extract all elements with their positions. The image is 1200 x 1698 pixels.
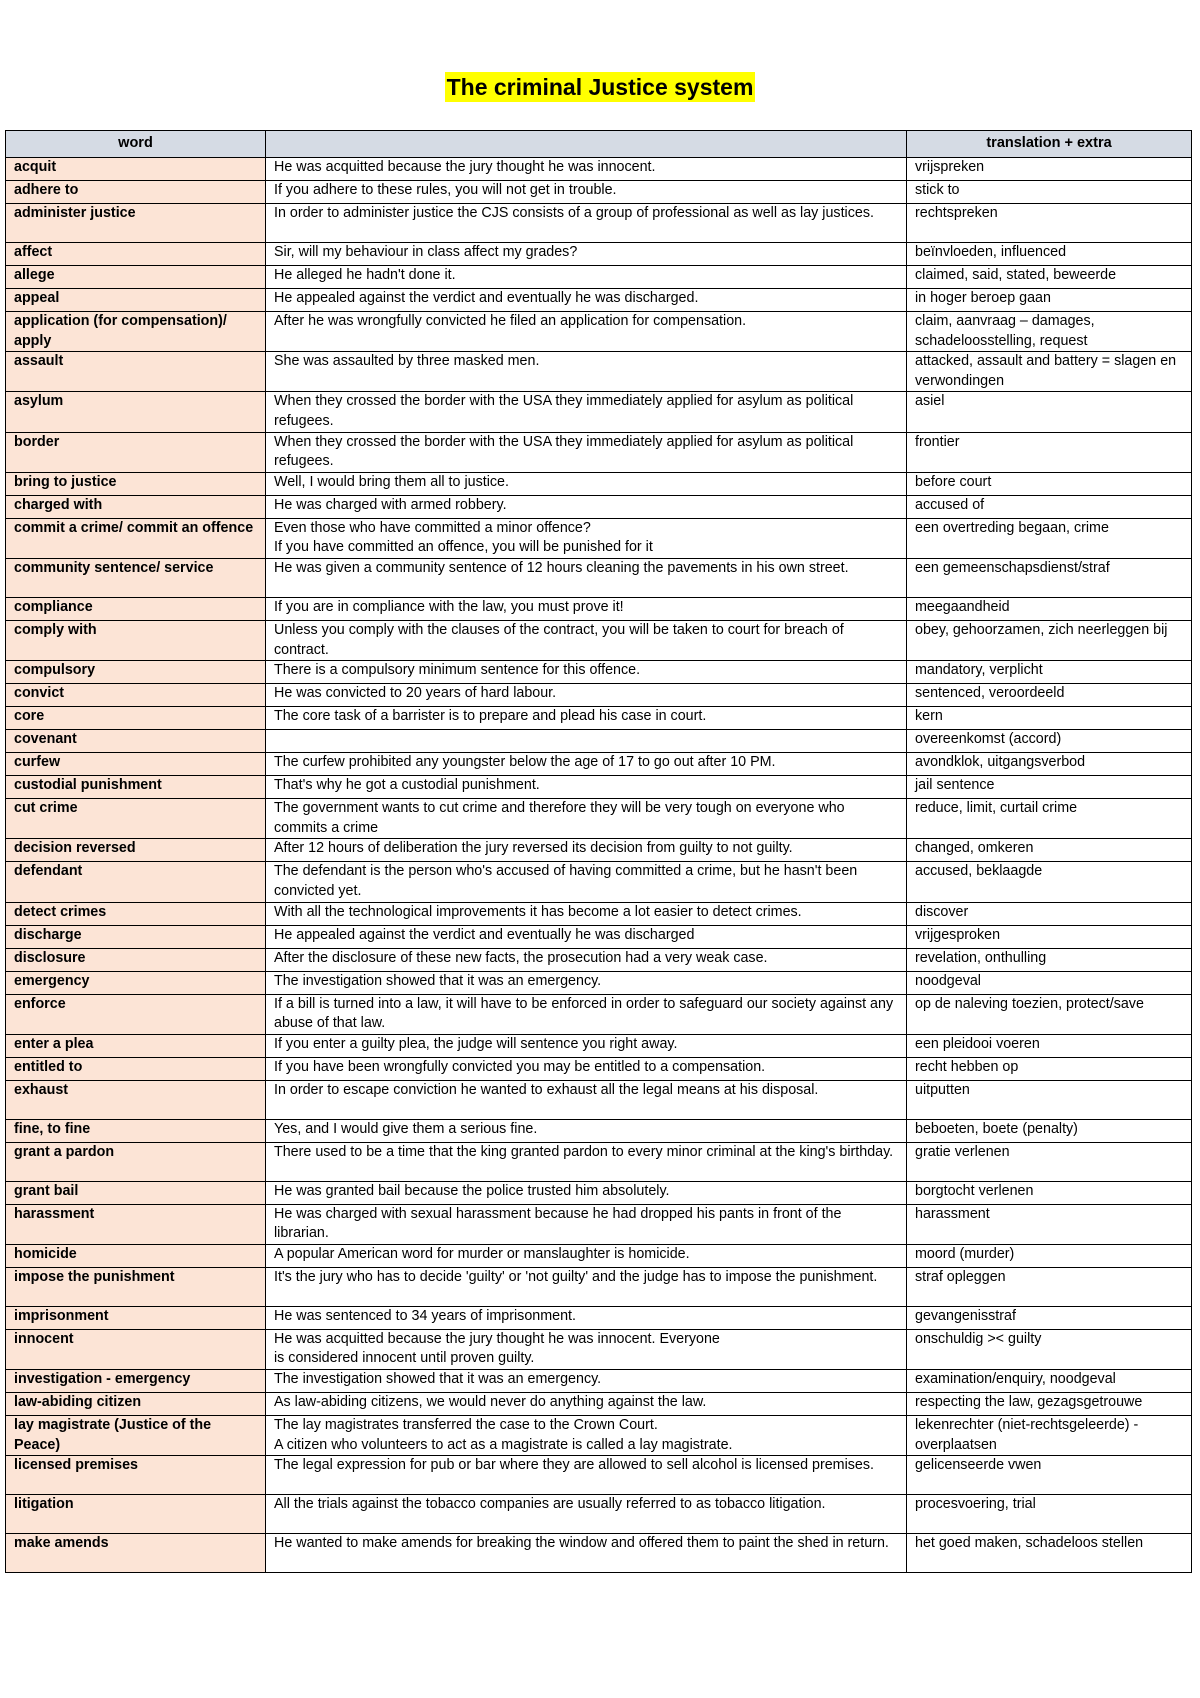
- header-translation: translation + extra: [907, 131, 1192, 158]
- table-row: [6, 597, 1192, 620]
- translation-cell: een gemeenschapsdienst/straf: [907, 558, 1192, 597]
- example-cell: Even those who have committed a minor offence? If you have committed an offence, you will be punished for it: [266, 518, 907, 558]
- word-cell: affect: [6, 243, 266, 266]
- table-row: [6, 158, 1192, 181]
- table-row: [6, 902, 1192, 925]
- example-cell: He was acquitted because the jury thought he was innocent. Everyone is considered innocent until proven guilty.: [266, 1329, 907, 1369]
- translation-cell: procesvoering, trial: [907, 1495, 1192, 1534]
- translation-cell: onschuldig >< guilty: [907, 1329, 1192, 1369]
- table-row: [6, 243, 1192, 266]
- example-cell: The core task of a barrister is to prepare and plead his case in court.: [266, 707, 907, 730]
- translation-cell: revelation, onthulling: [907, 948, 1192, 971]
- example-cell: When they crossed the border with the USA they immediately applied for asylum as political refugees.: [266, 432, 907, 472]
- translation-cell: in hoger beroep gaan: [907, 289, 1192, 312]
- example-cell: He appealed against the verdict and eventually he was discharged: [266, 925, 907, 948]
- word-cell: administer justice: [6, 204, 266, 243]
- example-cell: It's the jury who has to decide 'guilty' or 'not guilty' and the judge has to impose the punishment.: [266, 1267, 907, 1306]
- table-row: [6, 684, 1192, 707]
- table-row: [6, 1204, 1192, 1244]
- example-cell: All the trials against the tobacco companies are usually referred to as tobacco litigation.: [266, 1495, 907, 1534]
- table-row: [6, 181, 1192, 204]
- translation-cell: vrijgesproken: [907, 925, 1192, 948]
- translation-cell: changed, omkeren: [907, 839, 1192, 862]
- word-cell: custodial punishment: [6, 776, 266, 799]
- table-row: [6, 839, 1192, 862]
- word-cell: law-abiding citizen: [6, 1393, 266, 1416]
- word-cell: comply with: [6, 620, 266, 660]
- table-row: [6, 495, 1192, 518]
- example-cell: He was convicted to 20 years of hard labour.: [266, 684, 907, 707]
- translation-cell: avondklok, uitgangsverbod: [907, 753, 1192, 776]
- table-row: [6, 1080, 1192, 1119]
- word-cell: harassment: [6, 1204, 266, 1244]
- word-cell: application (for compensation)/ apply: [6, 312, 266, 352]
- translation-cell: before court: [907, 472, 1192, 495]
- example-cell: If a bill is turned into a law, it will have to be enforced in order to safeguard our society against any abuse of that law.: [266, 994, 907, 1034]
- translation-cell: vrijspreken: [907, 158, 1192, 181]
- example-cell: The defendant is the person who's accused of having committed a crime, but he hasn't been convicted yet.: [266, 862, 907, 902]
- example-cell: She was assaulted by three masked men.: [266, 352, 907, 392]
- word-cell: emergency: [6, 971, 266, 994]
- word-cell: assault: [6, 352, 266, 392]
- translation-cell: borgtocht verlenen: [907, 1181, 1192, 1204]
- table-row: [6, 1034, 1192, 1057]
- word-cell: curfew: [6, 753, 266, 776]
- example-cell: He wanted to make amends for breaking the window and offered them to paint the shed in return.: [266, 1534, 907, 1573]
- translation-cell: gelicenseerde vwen: [907, 1456, 1192, 1495]
- word-cell: discharge: [6, 925, 266, 948]
- translation-cell: discover: [907, 902, 1192, 925]
- example-cell: In order to administer justice the CJS consists of a group of professional as well as lay justices.: [266, 204, 907, 243]
- translation-cell: rechtspreken: [907, 204, 1192, 243]
- example-cell: A popular American word for murder or manslaughter is homicide.: [266, 1244, 907, 1267]
- translation-cell: claim, aanvraag – damages, schadeloosstelling, request: [907, 312, 1192, 352]
- table-row: [6, 432, 1192, 472]
- word-cell: investigation - emergency: [6, 1370, 266, 1393]
- table-row: [6, 1057, 1192, 1080]
- table-row: [6, 799, 1192, 839]
- table-row: [6, 1181, 1192, 1204]
- translation-cell: accused of: [907, 495, 1192, 518]
- example-cell: He was given a community sentence of 12 hours cleaning the pavements in his own street.: [266, 558, 907, 597]
- translation-cell: sentenced, veroordeeld: [907, 684, 1192, 707]
- table-row: [6, 661, 1192, 684]
- word-cell: fine, to fine: [6, 1119, 266, 1142]
- example-cell: If you are in compliance with the law, you must prove it!: [266, 597, 907, 620]
- translation-cell: examination/enquiry, noodgeval: [907, 1370, 1192, 1393]
- table-row: [6, 392, 1192, 432]
- example-cell: He appealed against the verdict and eventually he was discharged.: [266, 289, 907, 312]
- table-row: [6, 1329, 1192, 1369]
- example-cell: Yes, and I would give them a serious fine.: [266, 1119, 907, 1142]
- word-cell: compliance: [6, 597, 266, 620]
- word-cell: bring to justice: [6, 472, 266, 495]
- example-cell: The government wants to cut crime and therefore they will be very tough on everyone who commits a crime: [266, 799, 907, 839]
- table-row: [6, 472, 1192, 495]
- example-cell: That's why he got a custodial punishment.: [266, 776, 907, 799]
- word-cell: decision reversed: [6, 839, 266, 862]
- table-row: [6, 620, 1192, 660]
- example-cell: He was granted bail because the police trusted him absolutely.: [266, 1181, 907, 1204]
- example-cell: The lay magistrates transferred the case to the Crown Court. A citizen who volunteers to act as a magistrate is called a lay magistrate.: [266, 1416, 907, 1456]
- word-cell: commit a crime/ commit an offence: [6, 518, 266, 558]
- word-cell: convict: [6, 684, 266, 707]
- word-cell: innocent: [6, 1329, 266, 1369]
- example-cell: Sir, will my behaviour in class affect my grades?: [266, 243, 907, 266]
- example-cell: After 12 hours of deliberation the jury reversed its decision from guilty to not guilty.: [266, 839, 907, 862]
- header-example: [266, 131, 907, 158]
- table-row: [6, 862, 1192, 902]
- example-cell: Unless you comply with the clauses of the contract, you will be taken to court for breach of contract.: [266, 620, 907, 660]
- translation-cell: noodgeval: [907, 971, 1192, 994]
- word-cell: compulsory: [6, 661, 266, 684]
- example-cell: When they crossed the border with the USA they immediately applied for asylum as political refugees.: [266, 392, 907, 432]
- translation-cell: overeenkomst (accord): [907, 730, 1192, 753]
- word-cell: impose the punishment: [6, 1267, 266, 1306]
- word-cell: grant bail: [6, 1181, 266, 1204]
- table-row: [6, 753, 1192, 776]
- example-cell: Well, I would bring them all to justice.: [266, 472, 907, 495]
- word-cell: asylum: [6, 392, 266, 432]
- table-row: [6, 971, 1192, 994]
- translation-cell: kern: [907, 707, 1192, 730]
- translation-cell: recht hebben op: [907, 1057, 1192, 1080]
- translation-cell: meegaandheid: [907, 597, 1192, 620]
- translation-cell: een pleidooi voeren: [907, 1034, 1192, 1057]
- translation-cell: asiel: [907, 392, 1192, 432]
- word-cell: acquit: [6, 158, 266, 181]
- example-cell: The curfew prohibited any youngster below the age of 17 to go out after 10 PM.: [266, 753, 907, 776]
- example-cell: He was sentenced to 34 years of imprisonment.: [266, 1306, 907, 1329]
- translation-cell: straf opleggen: [907, 1267, 1192, 1306]
- example-cell: With all the technological improvements it has become a lot easier to detect crimes.: [266, 902, 907, 925]
- table-row: [6, 707, 1192, 730]
- word-cell: cut crime: [6, 799, 266, 839]
- example-cell: He alleged he hadn't done it.: [266, 266, 907, 289]
- translation-cell: uitputten: [907, 1080, 1192, 1119]
- translation-cell: het goed maken, schadeloos stellen: [907, 1534, 1192, 1573]
- word-cell: licensed premises: [6, 1456, 266, 1495]
- table-row: [6, 1142, 1192, 1181]
- table-row: [6, 1393, 1192, 1416]
- example-cell: If you adhere to these rules, you will not get in trouble.: [266, 181, 907, 204]
- example-cell: The investigation showed that it was an emergency.: [266, 971, 907, 994]
- word-cell: exhaust: [6, 1080, 266, 1119]
- word-cell: core: [6, 707, 266, 730]
- example-cell: If you have been wrongfully convicted you may be entitled to a compensation.: [266, 1057, 907, 1080]
- translation-cell: beboeten, boete (penalty): [907, 1119, 1192, 1142]
- word-cell: enter a plea: [6, 1034, 266, 1057]
- table-row: [6, 925, 1192, 948]
- example-cell: If you enter a guilty plea, the judge will sentence you right away.: [266, 1034, 907, 1057]
- table-row: [6, 558, 1192, 597]
- table-row: [6, 266, 1192, 289]
- translation-cell: obey, gehoorzamen, zich neerleggen bij: [907, 620, 1192, 660]
- translation-cell: frontier: [907, 432, 1192, 472]
- word-cell: community sentence/ service: [6, 558, 266, 597]
- translation-cell: beïnvloeden, influenced: [907, 243, 1192, 266]
- example-cell: In order to escape conviction he wanted to exhaust all the legal means at his disposal.: [266, 1080, 907, 1119]
- word-cell: disclosure: [6, 948, 266, 971]
- header-word: word: [6, 131, 266, 158]
- translation-cell: reduce, limit, curtail crime: [907, 799, 1192, 839]
- example-cell: He was acquitted because the jury thought he was innocent.: [266, 158, 907, 181]
- translation-cell: op de naleving toezien, protect/save: [907, 994, 1192, 1034]
- translation-cell: attacked, assault and battery = slagen en verwondingen: [907, 352, 1192, 392]
- translation-cell: gratie verlenen: [907, 1142, 1192, 1181]
- table-header-row: [6, 131, 1192, 158]
- word-cell: entitled to: [6, 1057, 266, 1080]
- translation-cell: accused, beklaagde: [907, 862, 1192, 902]
- translation-cell: harassment: [907, 1204, 1192, 1244]
- table-row: [6, 1267, 1192, 1306]
- word-cell: imprisonment: [6, 1306, 266, 1329]
- table-row: [6, 776, 1192, 799]
- table-row: [6, 948, 1192, 971]
- example-cell: The legal expression for pub or bar where they are allowed to sell alcohol is licensed premises.: [266, 1456, 907, 1495]
- table-row: [6, 1495, 1192, 1534]
- table-row: [6, 994, 1192, 1034]
- word-cell: allege: [6, 266, 266, 289]
- word-cell: appeal: [6, 289, 266, 312]
- table-row: [6, 1370, 1192, 1393]
- translation-cell: lekenrechter (niet-rechtsgeleerde) - overplaatsen: [907, 1416, 1192, 1456]
- word-cell: covenant: [6, 730, 266, 753]
- example-cell: There is a compulsory minimum sentence for this offence.: [266, 661, 907, 684]
- translation-cell: moord (murder): [907, 1244, 1192, 1267]
- table-row: [6, 730, 1192, 753]
- word-cell: homicide: [6, 1244, 266, 1267]
- table-row: [6, 312, 1192, 352]
- translation-cell: een overtreding begaan, crime: [907, 518, 1192, 558]
- table-row: [6, 1456, 1192, 1495]
- word-cell: charged with: [6, 495, 266, 518]
- table-row: [6, 1119, 1192, 1142]
- word-cell: enforce: [6, 994, 266, 1034]
- translation-cell: respecting the law, gezagsgetrouwe: [907, 1393, 1192, 1416]
- table-row: [6, 1306, 1192, 1329]
- table-row: [6, 204, 1192, 243]
- table-row: [6, 352, 1192, 392]
- title-wrapper: [0, 72, 1200, 102]
- translation-cell: claimed, said, stated, beweerde: [907, 266, 1192, 289]
- translation-cell: gevangenisstraf: [907, 1306, 1192, 1329]
- table-row: [6, 1244, 1192, 1267]
- vocabulary-table: [5, 130, 1192, 1573]
- example-cell: There used to be a time that the king granted pardon to every minor criminal at the king's birthday.: [266, 1142, 907, 1181]
- translation-cell: stick to: [907, 181, 1192, 204]
- example-cell: The investigation showed that it was an emergency.: [266, 1370, 907, 1393]
- example-cell: [266, 730, 907, 753]
- translation-cell: mandatory, verplicht: [907, 661, 1192, 684]
- word-cell: border: [6, 432, 266, 472]
- word-cell: lay magistrate (Justice of the Peace): [6, 1416, 266, 1456]
- table-body: [6, 158, 1192, 1573]
- example-cell: After the disclosure of these new facts, the prosecution had a very weak case.: [266, 948, 907, 971]
- word-cell: defendant: [6, 862, 266, 902]
- table-row: [6, 1534, 1192, 1573]
- word-cell: detect crimes: [6, 902, 266, 925]
- table-row: [6, 1416, 1192, 1456]
- table-row: [6, 518, 1192, 558]
- word-cell: adhere to: [6, 181, 266, 204]
- word-cell: grant a pardon: [6, 1142, 266, 1181]
- example-cell: He was charged with armed robbery.: [266, 495, 907, 518]
- example-cell: As law-abiding citizens, we would never do anything against the law.: [266, 1393, 907, 1416]
- table-row: [6, 289, 1192, 312]
- word-cell: litigation: [6, 1495, 266, 1534]
- translation-cell: jail sentence: [907, 776, 1192, 799]
- example-cell: After he was wrongfully convicted he filed an application for compensation.: [266, 312, 907, 352]
- example-cell: He was charged with sexual harassment because he had dropped his pants in front of the librarian.: [266, 1204, 907, 1244]
- word-cell: make amends: [6, 1534, 266, 1573]
- page-title: The criminal Justice system: [446, 74, 754, 100]
